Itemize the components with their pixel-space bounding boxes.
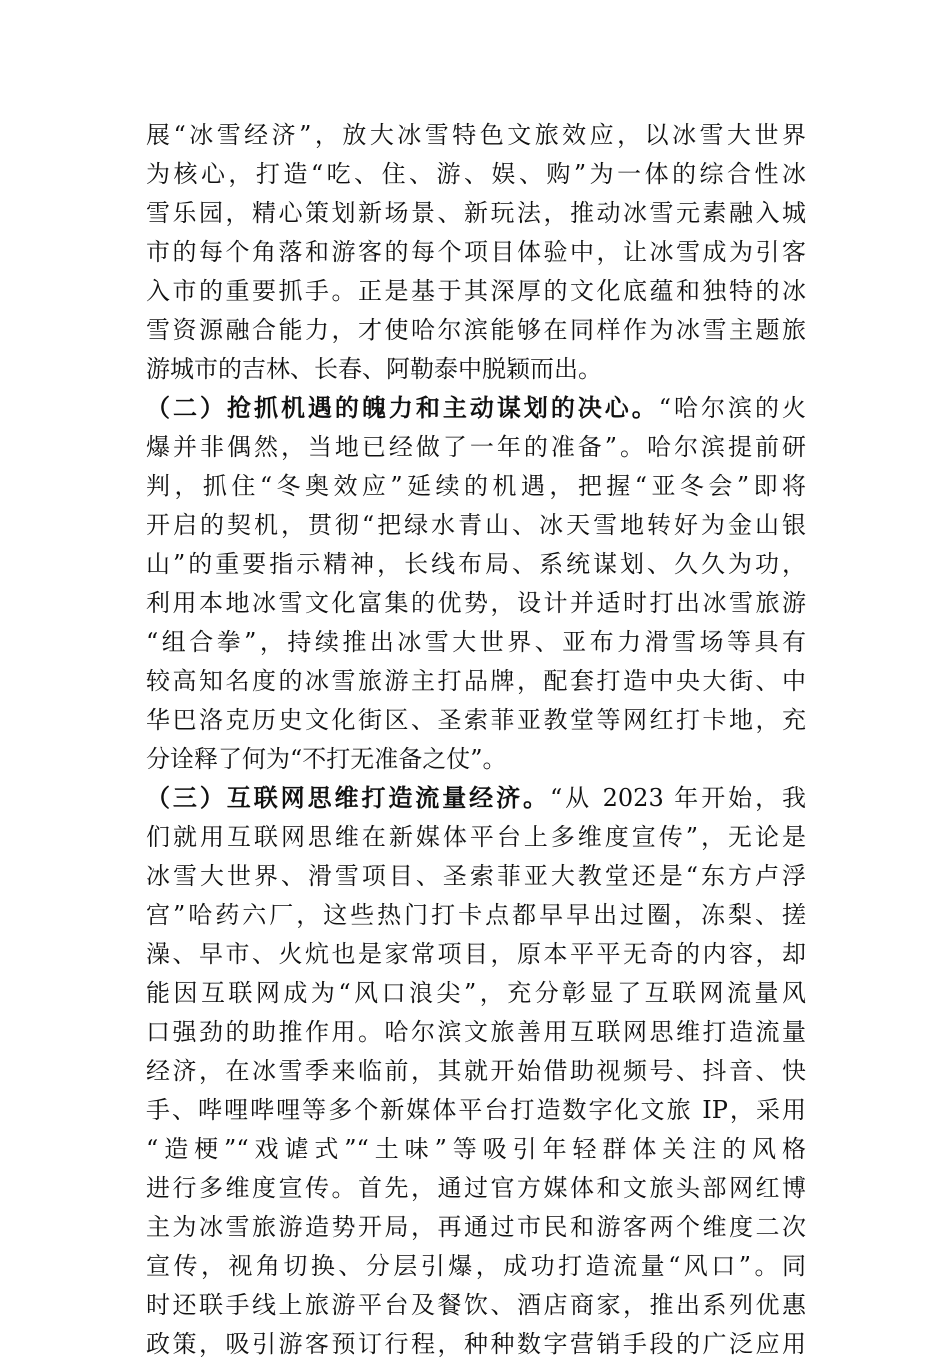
text-line: 经济，在冰雪季来临前，其就开始借助视频号、抖音、快: [146, 1057, 806, 1085]
text-run: “哈尔滨的火: [658, 394, 806, 422]
section-heading: （二）抢抓机遇的魄力和主动谋划的决心。: [146, 394, 659, 422]
text-line: 宣传，视角切换、分层引爆，成功打造流量“风口”。同: [146, 1252, 806, 1280]
text-line: 展“冰雪经济”，放大冰雪特色文旅效应，以冰雪大世界: [146, 121, 806, 149]
text-line: “组合拳”，持续推出冰雪大世界、亚布力滑雪场等具有: [146, 628, 806, 656]
text-line: 分诠释了何为“不打无准备之仗”。: [146, 745, 507, 773]
text-line: 开启的契机，贯彻“把绿水青山、冰天雪地转好为金山银: [146, 511, 806, 539]
text-line: 进行多维度宣传。首先，通过官方媒体和文旅头部网红博: [146, 1174, 806, 1202]
text-line: 澡、早市、火炕也是家常项目，原本平平无奇的内容，却: [146, 940, 806, 968]
text-line: 较高知名度的冰雪旅游主打品牌，配套打造中央大街、中: [146, 667, 806, 695]
text-line: 雪乐园，精心策划新场景、新玩法，推动冰雪元素融入城: [146, 199, 806, 227]
section-heading: （三）互联网思维打造流量经济。: [146, 784, 550, 812]
text-line: 判，抓住“冬奥效应”延续的机遇，把握“亚冬会”即将: [146, 472, 806, 500]
paragraph-3: [146, 779, 806, 1364]
text-line: 宫”哈药六厂，这些热门打卡点都早早出过圈，冻梨、搓: [146, 901, 806, 929]
text-line: 为核心，打造“吃、住、游、娱、购”为一体的综合性冰: [146, 160, 806, 188]
paragraph-2: [146, 389, 806, 779]
text-line: 游城市的吉林、长春、阿勒泰中脱颖而出。: [146, 355, 602, 383]
text-line: 们就用互联网思维在新媒体平台上多维度宣传”，无论是: [146, 823, 806, 851]
paragraph-first-line: [146, 389, 806, 428]
text-line: 雪资源融合能力，才使哈尔滨能够在同样作为冰雪主题旅: [146, 316, 806, 344]
text-run: “从 2023 年开始，我: [549, 784, 806, 812]
text-line: 能因互联网成为“风口浪尖”，充分彰显了互联网流量风: [146, 979, 806, 1007]
text-line: “造梗”“戏谑式”“土味”等吸引年轻群体关注的风格: [146, 1135, 806, 1163]
text-line: 利用本地冰雪文化富集的优势，设计并适时打出冰雪旅游: [146, 589, 806, 617]
text-line: 入市的重要抓手。正是基于其深厚的文化底蕴和独特的冰: [146, 277, 806, 305]
text-line: 政策，吸引游客预订行程，种种数字营销手段的广泛应用: [146, 1330, 806, 1358]
text-line: 市的每个角落和游客的每个项目体验中，让冰雪成为引客: [146, 238, 806, 266]
paragraph-first-line: [146, 779, 806, 818]
text-line: 时还联手线上旅游平台及餐饮、酒店商家，推出系列优惠: [146, 1291, 806, 1319]
body-text: [146, 116, 806, 1364]
text-line: 山”的重要指示精神，长线布局、系统谋划、久久为功，: [146, 550, 806, 578]
text-line: 冰雪大世界、滑雪项目、圣索菲亚大教堂还是“东方卢浮: [146, 862, 806, 890]
text-line: 华巴洛克历史文化街区、圣索菲亚教堂等网红打卡地，充: [146, 706, 806, 734]
text-line: 主为冰雪旅游造势开局，再通过市民和游客两个维度二次: [146, 1213, 806, 1241]
text-line: 爆并非偶然，当地已经做了一年的准备”。哈尔滨提前研: [146, 433, 806, 461]
text-line: 口强劲的助推作用。哈尔滨文旅善用互联网思维打造流量: [146, 1018, 806, 1046]
paragraph-1: [146, 116, 806, 389]
text-line: 手、哔哩哔哩等多个新媒体平台打造数字化文旅 IP，采用: [146, 1096, 806, 1124]
